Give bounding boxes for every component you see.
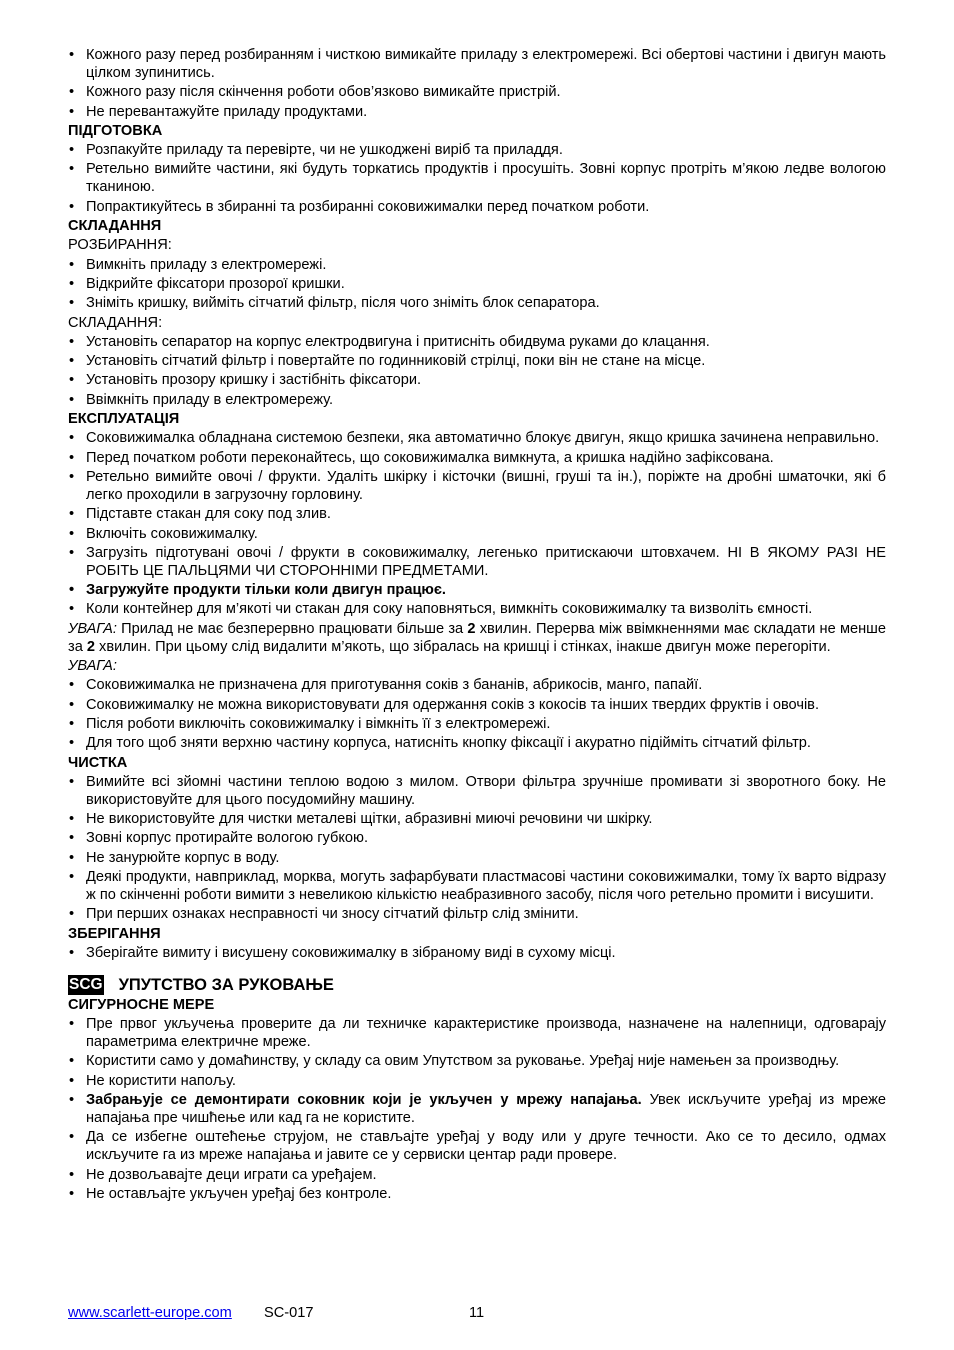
list-item bbox=[68, 1091, 886, 1127]
warning-label: УВАГА: bbox=[68, 658, 117, 675]
list-item: • Коли контейнер для м’якоті чи стакан для соку наповняться, вимкніть соковижималку та визволіть ємності. bbox=[68, 600, 886, 618]
list-item: • Установіть сепаратор на корпус електродвигуна і притисніть обидвума руками до клацання. bbox=[68, 333, 886, 351]
list-item: • Попрактикуйтесь в збиранні та розбиранні соковижималки перед початком роботи. bbox=[68, 198, 886, 216]
manual-page bbox=[68, 46, 886, 1204]
list-item: • Не занурюйте корпус в воду. bbox=[68, 849, 886, 867]
heading-operation: ЕКСПЛУАТАЦІЯ bbox=[68, 411, 180, 428]
warning-number: 2 bbox=[467, 620, 476, 637]
list-item: • Ретельно вимийте овочі / фрукти. Удаліть шкірку і кісточки (вишні, груші та ін.), поріжте на дробні шматочки, які б легко проходили в загрузочну горловину. bbox=[68, 468, 886, 504]
list-item: • Установіть прозору кришку і застібніть фіксатори. bbox=[68, 371, 886, 389]
list-item: • Не використовуйте для чистки металеві щітки, абразивні миючі речовини чи шкірку. bbox=[68, 810, 886, 828]
subheading-assembly: СКЛАДАННЯ: bbox=[68, 314, 163, 331]
list-item: • Зовні корпус протирайте вологою губкою. bbox=[68, 829, 886, 847]
list-item: • Деякі продукти, навприклад, морква, могуть зафарбувати пластмасові частини соковижималки, тому їх варто відразу ж по скінченні роботи вимити з невеликою кількістю неабразивного засобу, після чого ретельно промити і висушити. bbox=[68, 868, 886, 904]
list-item: • Зніміть кришку, вийміть сітчатий фільтр, після чого зніміть блок сепаратора. bbox=[68, 294, 886, 312]
list-item-text: Увек искључите уређај из мреже напајања пре чишћење или кад га не користите. bbox=[86, 1092, 886, 1127]
list-item: • Ввімкніть приладу в електромережу. bbox=[68, 391, 886, 409]
list-item: • Вимкніть приладу з електромережі. bbox=[68, 256, 886, 274]
list-item: • Соковижималка обладнана системою безпеки, яка автоматично блокує двигун, якщо кришка зачинена неправильно. bbox=[68, 429, 886, 447]
list-item: • Підставте стакан для соку под злив. bbox=[68, 505, 886, 523]
list-item: • Не перевантажуйте приладу продуктами. bbox=[68, 103, 886, 121]
list-item: • Соковижималку не можна використовувати для одержання соків з кокосів та інших твердих фруктів і овочів. bbox=[68, 696, 886, 714]
page-number: 11 bbox=[469, 1305, 485, 1321]
list-item: • Для того щоб зняти верхню частину корпуса, натисніть кнопку фіксації і акуратно підійміть сітчатий фільтр. bbox=[68, 734, 886, 752]
list-item: • Загрузіть підготувані овочі / фрукти в соковижималку, легенько притискаючи штовхачем. НІ В ЯКОМУ РАЗІ НЕ РОБІТЬ ЦЕ ПАЛЬЦЯМИ ЧИ СТОРОННІМИ ПРЕДМЕТАМИ. bbox=[68, 544, 886, 580]
list-item: • Відкрийте фіксатори прозорої кришки. bbox=[68, 275, 886, 293]
warning-number: 2 bbox=[86, 638, 95, 655]
list-item: • При перших ознаках несправності чи зносу сітчатий фільтр слід змінити. bbox=[68, 905, 886, 923]
heading-assembly: СКЛАДАННЯ bbox=[68, 218, 162, 235]
list-item: • Кожного разу після скінчення роботи обов’язково вимикайте пристрій. bbox=[68, 83, 886, 101]
warning-text: Прилад не має безперервно працювати більше за bbox=[116, 620, 468, 637]
list-item: • Зберігайте вимиту і висушену соковижималку в зібраному виді в сухому місці. bbox=[68, 944, 886, 962]
list-item: • Да се избегне оштећење струјом, не стављајте уређај у воду или у друге течности. Ако се то десило, одмах искључите га из мреже напајања и јавите се у сервиски центар ради провере. bbox=[68, 1128, 886, 1164]
list-item-bold: • Загружуйте продукти тільки коли двигун працює. bbox=[68, 581, 886, 599]
subheading-disassembly: РОЗБИРАННЯ: bbox=[68, 237, 172, 254]
list-item: • Установіть сітчатий фільтр і повертайте по годинниковій стрілці, поки він не стане на місце. bbox=[68, 352, 886, 370]
warning-text: хвилин. При цьому слід видалити м’якоть, що зібралась на кришці і стінках, інакше двигун може перегоріти. bbox=[95, 638, 831, 655]
list-item: • Кожного разу перед розбиранням і чисткою вимикайте приладу з електромережі. Всі обертові частини і двигун мають цілком зупинитись. bbox=[68, 46, 886, 82]
list-item: • Користити само у домаћинству, у складу са овим Упутством за руковање. Уређај није намењен за производњу. bbox=[68, 1052, 886, 1070]
list-item: • Розпакуйте приладу та перевірте, чи не ушкоджені виріб та приладдя. bbox=[68, 141, 886, 159]
warning-label: УВАГА: bbox=[68, 620, 117, 637]
list-item: • Включіть соковижималку. bbox=[68, 525, 886, 543]
warning-text: хвилин. Перерва між ввімкненнями має складати не менше за bbox=[68, 620, 886, 655]
page-footer bbox=[68, 1304, 886, 1322]
list-item: • Не дозвољавајте деци играти са уређајем. bbox=[68, 1166, 886, 1184]
warning-paragraph bbox=[68, 620, 886, 656]
model-number: SC-017 bbox=[264, 1305, 314, 1321]
list-item-bold-part: Забрањује се демонтирати соковник који је укључен у мрежу напајања. bbox=[86, 1092, 642, 1109]
list-item: • Після роботи виключіть соковижималку і вімкніть її з електромережі. bbox=[68, 715, 886, 733]
website-link[interactable]: www.scarlett-europe.com bbox=[68, 1305, 232, 1321]
heading-cleaning: ЧИСТКА bbox=[68, 754, 128, 771]
list-item: • Перед початком роботи переконайтесь, що соковижималка вимкнута, а кришка надійно зафіксована. bbox=[68, 449, 886, 467]
list-item: • Ретельно вимийте частини, які будуть торкатись продуктів і просушіть. Зовні корпус протріть м’якою ледве вологою тканиною. bbox=[68, 160, 886, 196]
heading-preparation: ПІДГОТОВКА bbox=[68, 122, 163, 139]
list-item: • Вимийте всі зйомні частини теплою водою з милом. Отвори фільтра зручніше промивати зі зворотного боку. Не використовуйте для цього посудомийну машину. bbox=[68, 773, 886, 809]
list-item: • Не користити напољу. bbox=[68, 1072, 886, 1090]
heading-storage: ЗБЕРІГАННЯ bbox=[68, 925, 161, 942]
list-item: • Соковижималка не призначена для приготування соків з бананів, абрикосів, манго, папайї. bbox=[68, 676, 886, 694]
section-header-scg bbox=[68, 974, 886, 996]
section-title: УПУТСТВО ЗА РУКОВАЊЕ bbox=[118, 975, 334, 994]
heading-safety: СИГУРНОСНЕ МЕРЕ bbox=[68, 996, 215, 1013]
list-item: • Пре првог укључења проверите да ли техничке карактеристике производа, назначене на налепници, одговарају параметрима електричне мреже. bbox=[68, 1015, 886, 1051]
list-item: • Не остављајте укључен уређај без контроле. bbox=[68, 1185, 886, 1203]
language-badge: SCG bbox=[69, 975, 103, 993]
